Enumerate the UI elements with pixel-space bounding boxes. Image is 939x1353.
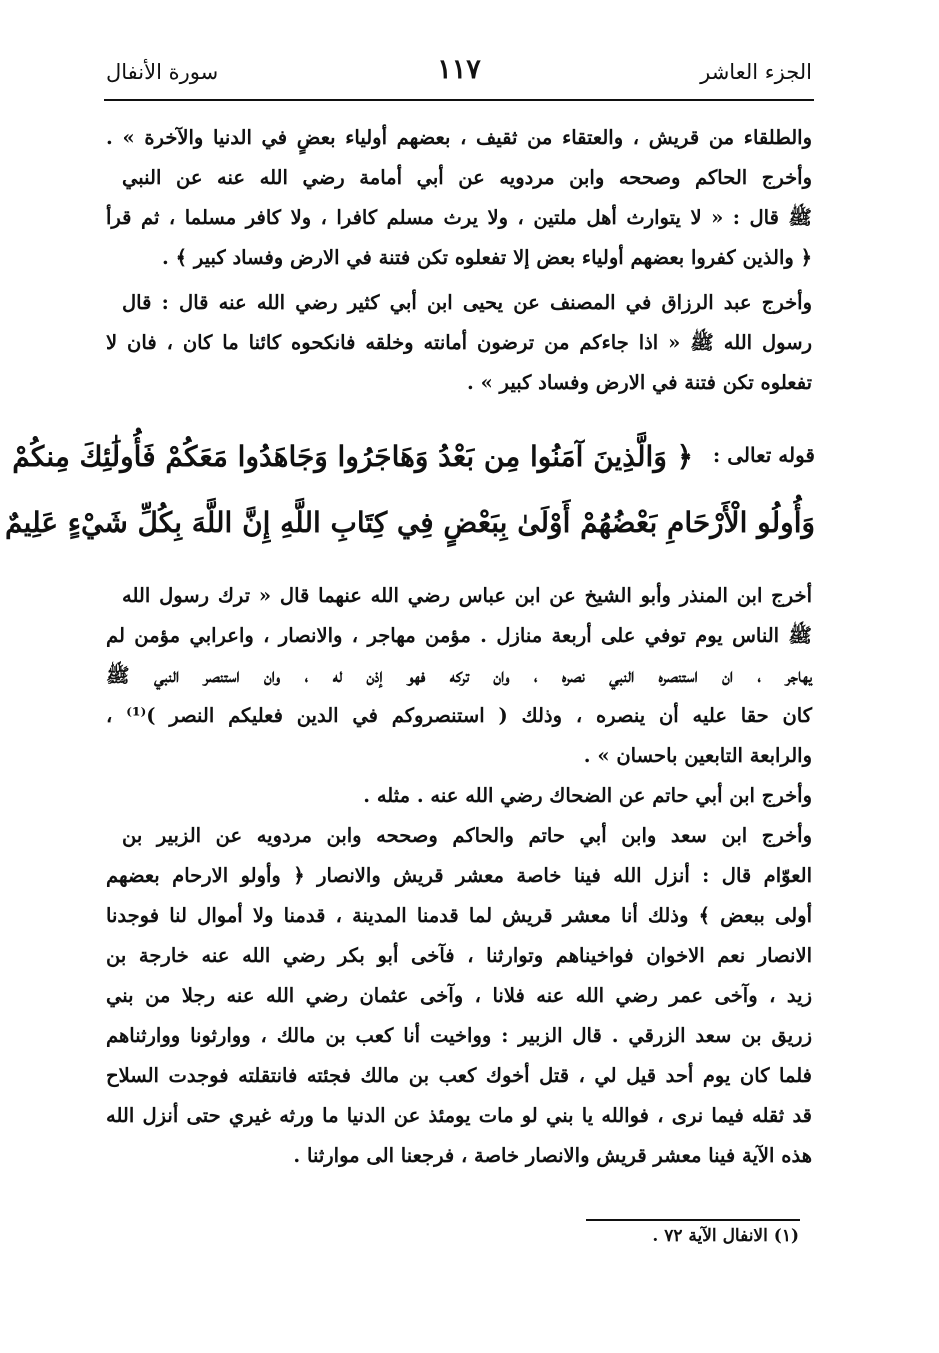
footnote: (١) الانفال الآية ٧٢ . <box>652 1226 799 1246</box>
surah-title: سورة الأنفال <box>106 60 219 84</box>
text-line: والرابعة التابعين باحسان » . <box>583 744 812 767</box>
text-line: رسول الله ﷺ « اذا جاءكم من ترضون أمانته وخلقه فانكحوه كائنا ما كان ، فان لا <box>106 331 812 354</box>
text-line: تفعلوه تكن فتنة في الارض وفساد كبير » . <box>467 371 812 394</box>
text-line: أولى ببعض ﴾ وذلك أنا معشر قريش لما قدمنا المدينة ، قدمنا ولا أموال لنا فوجدنا <box>106 904 812 927</box>
header-divider <box>104 99 814 101</box>
verse-intro: قوله تعالى : <box>712 443 815 467</box>
text-line: ﴿ والذين كفروا بعضهم أولياء بعض إلا تفعلوه تكن فتنة في الارض وفساد كبير ﴾ . <box>162 246 812 269</box>
text-line: هذه الآية فينا معشر قريش والانصار خاصة ، فرجعنا الى موارثنا . <box>293 1144 812 1167</box>
paragraph-block-1 <box>106 118 812 418</box>
text-line: أخرج ابن المنذر وأبو الشيخ عن ابن عباس رضي الله عنهما قال « ترك رسول الله <box>122 584 812 607</box>
text-line: وأخرج ابن سعد وابن أبي حاتم والحاكم وصححه وابن مردويه عن الزبير بن <box>122 824 812 847</box>
text-line: وأخرج ابن أبي حاتم عن الضحاك رضي الله عنه . مثله . <box>363 784 812 807</box>
text-line: ﷺ الناس يوم توفي على أربعة منازل . مؤمن مهاجر ، والانصار ، واعرابي مؤمن لم <box>106 624 812 647</box>
footnote-divider <box>586 1219 800 1221</box>
verse-line-2 <box>5 497 815 549</box>
text-line: وأخرج عبد الرزاق في المصنف عن يحيى ابن أبي كثير رضي الله عنه قال : قال <box>122 291 812 314</box>
page-header <box>106 50 812 94</box>
verse-line: وَأُولُو الْأَرْحَامِ بَعْضُهُمْ أَوْلَىٰ بِبَعْضٍ فِي كِتَابِ اللَّهِ إِنَّ اللَّهَ بِكُلِّ شَيْءٍ عَلِيمٌ <box>5 506 815 539</box>
text-line: زيد ، وآخى عمر رضي الله عنه فلانا ، وآخى عثمان رضي الله عنه رجلا من بني <box>106 984 812 1007</box>
verse-line: ﴿ وَالَّذِينَ آمَنُوا مِن بَعْدُ وَهَاجَرُوا وَجَاهَدُوا مَعَكُمْ فَأُولَٰئِكَ مِنكُمْ <box>12 440 693 473</box>
page-number: ١١٧ <box>437 54 481 85</box>
text-line: وأخرج الحاكم وصححه وابن مردويه عن أبي أمامة رضي الله عنه عن النبي <box>122 166 812 189</box>
text-line: يهاجر ، ان استنصره النبي نصره ، وان تركه فهو إذن له ، وان استنصر النبي ﷺ <box>106 664 812 687</box>
text-line: فلما كان يوم أحد قيل لي ، قتل أخوك كعب بن مالك فجئته فانتقلته فوجدت السلاح <box>106 1064 812 1087</box>
quran-verse <box>5 425 815 555</box>
part-title: الجزء العاشر <box>700 60 812 84</box>
text-line: كان حقا عليه أن ينصره ، وذلك ( استنصروكم في الدين فعليكم النصر )⁽¹⁾ ، <box>106 704 813 727</box>
text-line: ﷺ قال : « لا يتوارث أهل ملتين ، ولا يرث مسلم كافرا ، ولا كافر مسلما ، ثم قرأ <box>106 206 812 229</box>
paragraph-block-2 <box>106 576 812 1196</box>
text-line: والطلقاء من قريش ، والعتقاء من ثقيف ، بعضهم أولياء بعضٍ في الدنيا والآخرة » . <box>106 126 812 149</box>
text-line: العوّام قال : أنزل الله فينا خاصة معشر قريش والانصار ﴿ وأولو الارحام بعضهم <box>106 864 812 887</box>
text-line: زريق بن سعد الزرقي . قال الزبير : وواخيت أنا كعب بن مالك ، ووارثونا ووارثناهم <box>106 1024 812 1047</box>
text-line: الانصار نعم الاخوان فواخيناهم وتوارثنا ، فآخى أبو بكر رضي الله عنه خارجة بن <box>106 944 812 967</box>
text-line: قد ثقله فيما نرى ، فوالله يا بني لو مات يومئذ عن الدنيا ما ورثه غيري حتى أنزل الله <box>106 1104 812 1127</box>
